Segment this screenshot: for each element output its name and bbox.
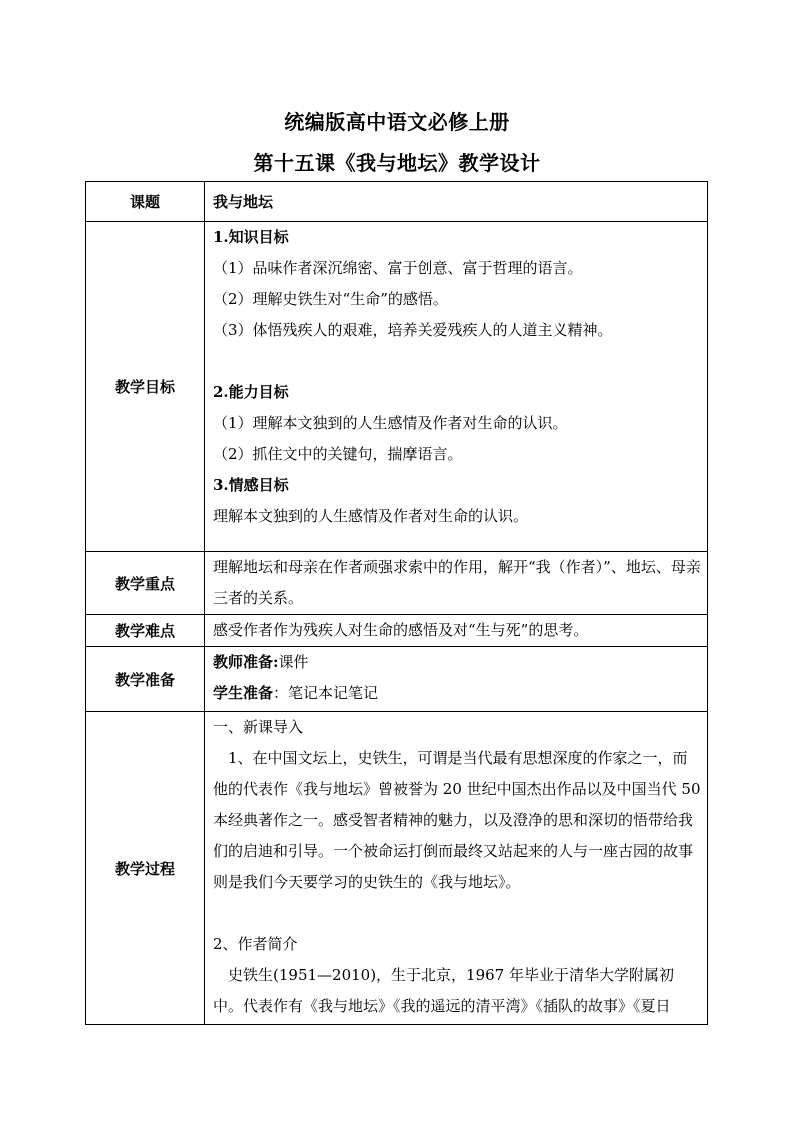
section-author-text: 史铁生(1951—2010)，生于北京，1967 年毕业于清华大学附属初中。代表作有《我与地坛》《我的遥远的清平湾》《插队的故事》《夏日 xyxy=(213,966,674,1015)
teacher-preparation-value: 课件 xyxy=(278,653,309,671)
knowledge-goal-item: （2）理解史铁生对“生命”的感悟。 xyxy=(213,290,448,308)
topic-label: 课题 xyxy=(86,182,205,222)
goals-label: 教学目标 xyxy=(86,222,205,552)
teacher-preparation-label: 教师准备: xyxy=(213,653,279,671)
topic-cell xyxy=(205,182,708,222)
lesson-plan-table xyxy=(85,181,708,1025)
section-intro-title: 一、新课导入 xyxy=(213,718,304,736)
emotion-goal-title: 3.情感目标 xyxy=(213,476,289,494)
table-row-goals xyxy=(86,222,708,552)
key-points-label: 教学重点 xyxy=(86,552,205,615)
preparation-label: 教学准备 xyxy=(86,647,205,712)
topic-value: 我与地坛 xyxy=(213,193,274,211)
table-row-topic xyxy=(86,182,708,222)
difficulties-text: 感受作者作为残疾人对生命的感悟及对“生与死”的思考。 xyxy=(213,621,589,639)
emotion-goal-text: 理解本文独到的人生感情及作者对生命的认识。 xyxy=(213,507,529,525)
ability-goal-title: 2.能力目标 xyxy=(213,383,289,401)
preparation-cell xyxy=(205,647,708,712)
document-subtitle: 第十五课《我与地坛》教学设计 xyxy=(253,151,541,175)
student-preparation-label: 学生准备 xyxy=(213,684,274,702)
document-title: 统编版高中语文必修上册 xyxy=(284,110,510,134)
knowledge-goal-title: 1.知识目标 xyxy=(213,228,289,246)
student-preparation-value: ：笔记本记笔记 xyxy=(273,684,379,702)
difficulties-cell xyxy=(205,615,708,647)
table-row-key-points xyxy=(86,552,708,615)
table-row-preparation xyxy=(86,647,708,712)
ability-goal-item: （1）理解本文独到的人生感情及作者对生命的认识。 xyxy=(213,414,568,432)
key-points-text: 理解地坛和母亲在作者顽强求索中的作用，解开“我（作者）”、地坛、母亲三者的关系。 xyxy=(213,558,701,607)
student-preparation xyxy=(213,678,701,709)
spacer xyxy=(213,898,701,929)
key-points-cell xyxy=(205,552,708,615)
table-row-difficulties xyxy=(86,615,708,647)
table-row-process xyxy=(86,712,708,1025)
section-author-title: 2、作者简介 xyxy=(213,935,298,953)
teacher-preparation xyxy=(213,647,701,678)
knowledge-goal-item: （3）体悟残疾人的艰难，培养关爱残疾人的人道主义精神。 xyxy=(213,321,613,339)
process-label: 教学过程 xyxy=(86,712,205,1025)
ability-goal-item: （2）抓住文中的关键句，揣摩语言。 xyxy=(213,445,463,463)
difficulties-label: 教学难点 xyxy=(86,615,205,647)
goals-cell xyxy=(205,222,708,552)
section-intro-text: 1、在中国文坛上，史铁生，可谓是当代最有思想深度的作家之一，而他的代表作《我与地坛》曾被誉为 20 世纪中国杰出作品以及中国当代 50 本经典著作之一。感受智者精神的魅力，以及澄净的思和深切的悟带给我们的启迪和引导。一个被命运打倒而最终又站起来的人与一座古园的故事则是我们今天要学习的史铁生的《我与地坛》。 xyxy=(213,749,701,891)
process-cell xyxy=(205,712,708,1025)
knowledge-goal-item: （1）品味作者深沉绵密、富于创意、富于哲理的语言。 xyxy=(213,259,583,277)
spacer xyxy=(213,346,701,377)
